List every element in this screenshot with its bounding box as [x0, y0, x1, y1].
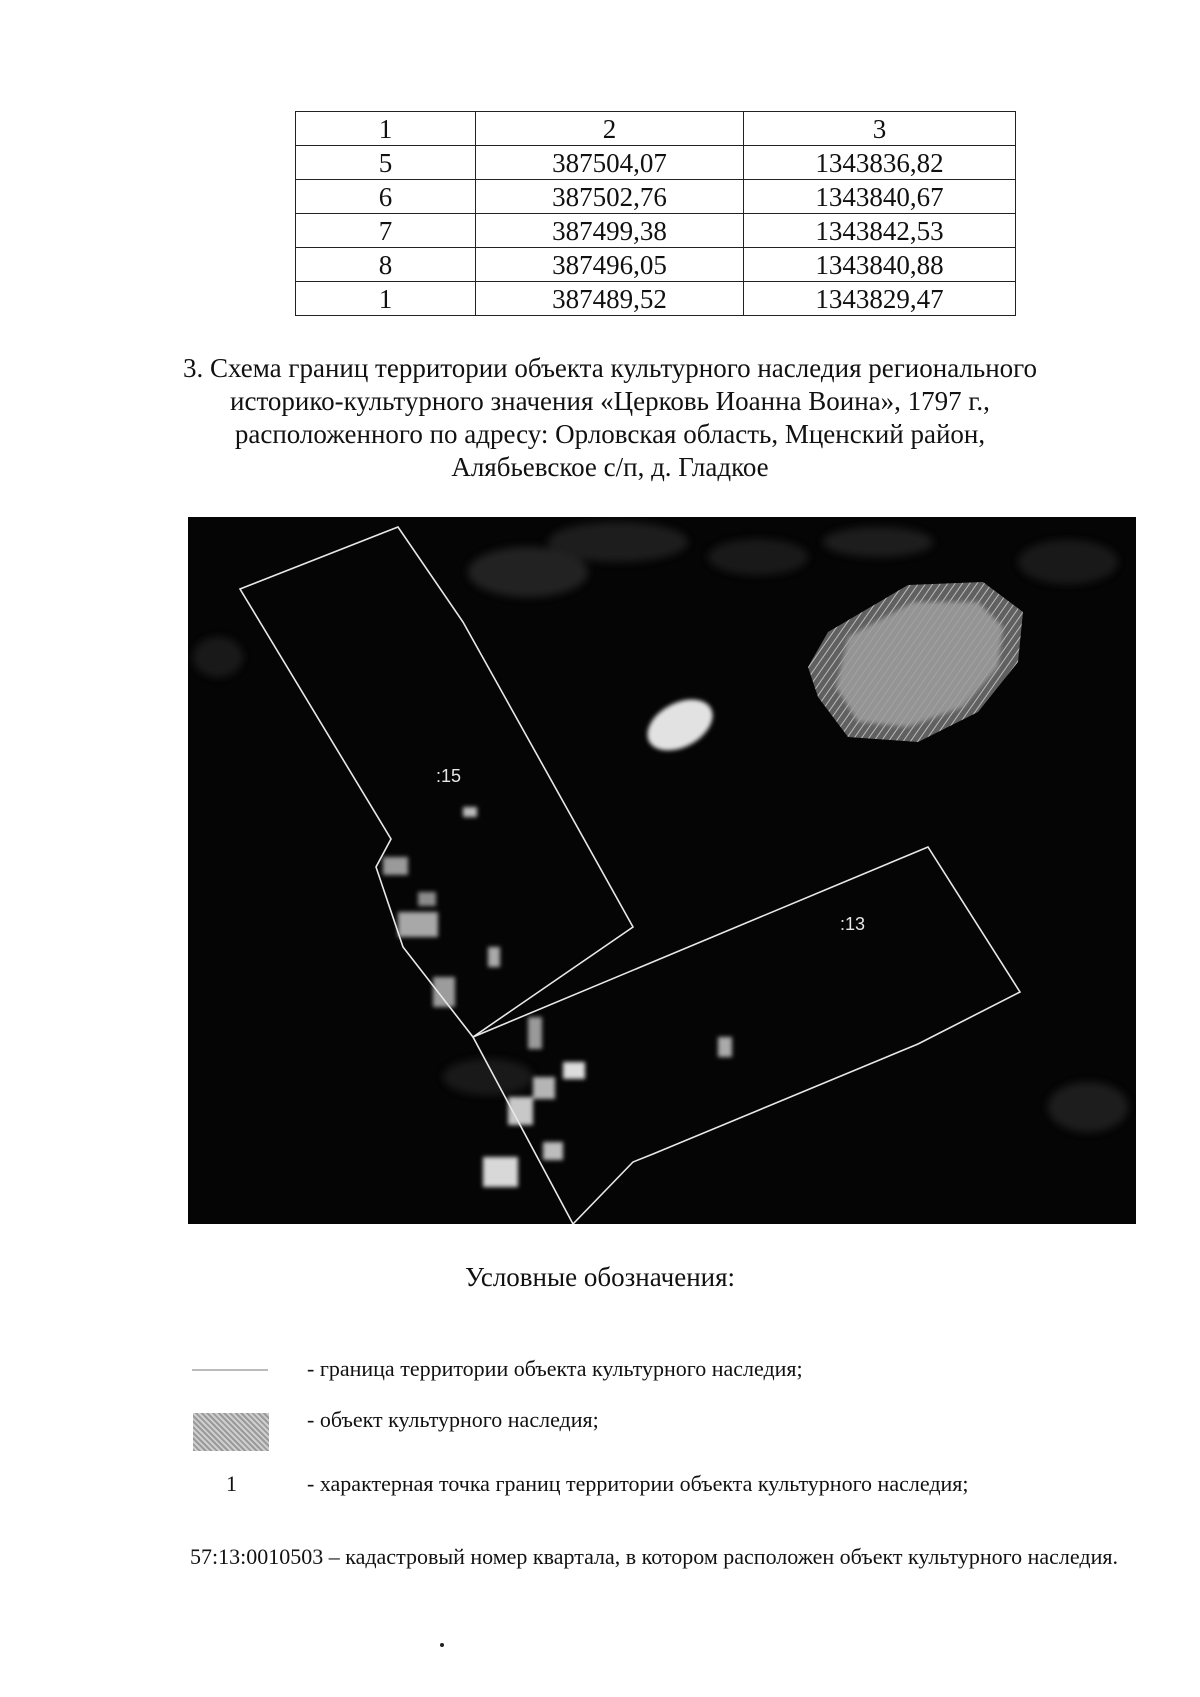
- characteristic-point-symbol: 1: [226, 1471, 237, 1496]
- heritage-object-swatch: [193, 1413, 269, 1451]
- point-number-cell: 7: [296, 214, 476, 248]
- parcel-label: :15: [436, 766, 462, 786]
- x-coordinate-cell: 387504,07: [476, 146, 744, 180]
- stray-dot: [440, 1643, 444, 1647]
- x-coordinate-cell: 387489,52: [476, 282, 744, 316]
- table-row: [296, 248, 1016, 282]
- legend-title: Условные обозначения:: [464, 1262, 736, 1292]
- y-coordinate-cell: 1343829,47: [744, 282, 1016, 316]
- table-header-cell: 3: [744, 112, 1016, 146]
- scheme-title-line: историко-культурного значения «Церковь Иоанна Воина», 1797 г.,: [230, 386, 990, 416]
- map-canvas: [188, 517, 1136, 1224]
- table-row: [296, 282, 1016, 316]
- scheme-title: [150, 352, 1070, 484]
- object-legend-text: - объект культурного наследия;: [307, 1407, 599, 1432]
- parcel-label: :13: [840, 914, 866, 934]
- scheme-title-line: расположенного по адресу: Орловская область, Мценский район,: [234, 419, 986, 449]
- x-coordinate-cell: 387496,05: [476, 248, 744, 282]
- scheme-title-line: Алябьевское с/п, д. Гладкое: [451, 452, 769, 482]
- table-header-cell: 2: [476, 112, 744, 146]
- y-coordinate-cell: 1343842,53: [744, 214, 1016, 248]
- table-row: [296, 214, 1016, 248]
- x-coordinate-cell: 387499,38: [476, 214, 744, 248]
- scheme-title-line: 3. Схема границ территории объекта культурного наследия регионального: [182, 353, 1038, 383]
- boundary-legend-text: - граница территории объекта культурного наследия;: [307, 1356, 803, 1381]
- y-coordinate-cell: 1343840,67: [744, 180, 1016, 214]
- cadastral-number-note: 57:13:0010503 – кадастровый номер квартала, в котором расположен объект культурного наследия.: [190, 1544, 1118, 1569]
- coordinates-table: [295, 111, 1016, 316]
- point-number-cell: 6: [296, 180, 476, 214]
- table-row: [296, 180, 1016, 214]
- point-legend-text: - характерная точка границ территории объекта культурного наследия;: [307, 1471, 969, 1496]
- aerial-map: [188, 517, 1136, 1224]
- point-number-cell: 1: [296, 282, 476, 316]
- y-coordinate-cell: 1343840,88: [744, 248, 1016, 282]
- table-row: [296, 146, 1016, 180]
- x-coordinate-cell: 387502,76: [476, 180, 744, 214]
- point-number-cell: 5: [296, 146, 476, 180]
- boundary-legend-line: [192, 1369, 268, 1371]
- table-header-row: [296, 112, 1016, 146]
- y-coordinate-cell: 1343836,82: [744, 146, 1016, 180]
- point-number-cell: 8: [296, 248, 476, 282]
- table-header-cell: 1: [296, 112, 476, 146]
